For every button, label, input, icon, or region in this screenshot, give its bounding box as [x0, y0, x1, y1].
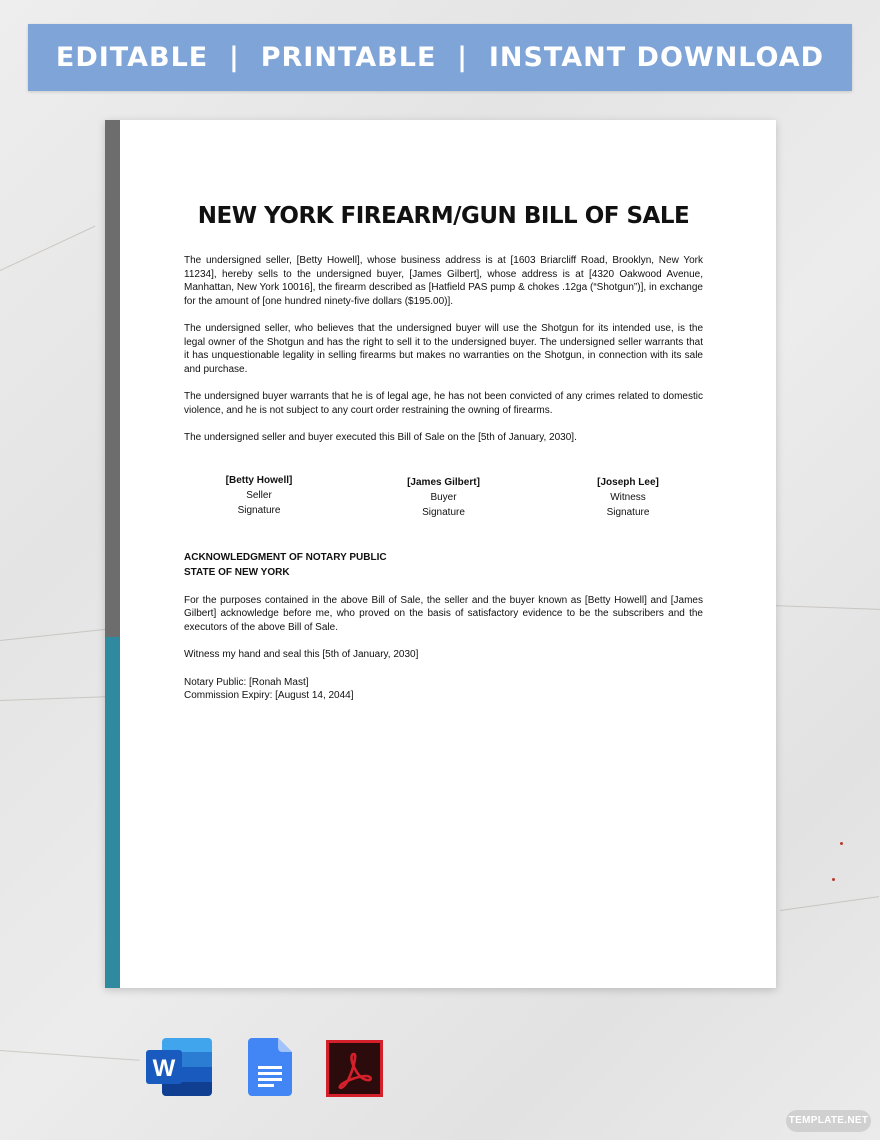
signature-name: [Joseph Lee]	[597, 476, 659, 488]
signature-role: Buyer	[430, 491, 457, 503]
notary-public-name: Notary Public: [Ronah Mast]	[184, 676, 309, 688]
banner-text: EDITABLE | PRINTABLE | INSTANT DOWNLOAD	[55, 42, 825, 73]
notary-heading-title: ACKNOWLEDGMENT OF NOTARY PUBLIC	[184, 551, 387, 563]
notary-paragraph: For the purposes contained in the above Bill of Sale, the seller and the buyer known as [Betty Howell] and [James Gilbert] acknowledge before me, who proved on the basis of satisfactory evidence to be the subscribers and the executors of the above Bill of Sale.	[184, 594, 703, 633]
signature-role: Witness	[610, 491, 646, 503]
notary-heading-state: STATE OF NEW YORK	[184, 566, 290, 578]
paragraph-sale: The undersigned seller, [Betty Howell], whose business address is at [1603 Briarcliff Road, Brooklyn, New York 11234], hereby sells to the undersigned buyer, [James Gilbert], whose address is at [4320 Oakwood Avenue, Manhattan, New York 10016], the firearm described as [Hatfield PAS pump & chokes .12ga (“Shotgun”)], in exchange for the amount of [one hundred ninety-five dollars ($195.00)].	[184, 255, 703, 307]
microsoft-word-icon[interactable]	[146, 1038, 213, 1096]
adobe-pdf-icon[interactable]	[326, 1040, 383, 1097]
signature-line-label: Signature	[606, 506, 650, 518]
paragraph-seller-warranty: The undersigned seller, who believes that the undersigned buyer will use the Shotgun for its intended use, is the legal owner of the Shotgun and has the right to sell it to the undersigned buyer. The undersigned seller warrants that it has unquestionable legality in selling firearms but makes no warranties on the Shotgun, in connection with its sale and purchase.	[184, 323, 703, 375]
promo-banner	[28, 24, 852, 91]
notary-commission-expiry: Commission Expiry: [August 14, 2044]	[184, 690, 354, 701]
side-bar-grey	[105, 120, 120, 637]
paragraph-execution: The undersigned seller and buyer executed this Bill of Sale on the [5th of January, 2030].	[184, 432, 577, 443]
document-title: NEW YORK FIREARM/GUN BILL OF SALE	[197, 203, 690, 229]
google-docs-icon[interactable]	[248, 1038, 292, 1096]
signature-name: [Betty Howell]	[225, 474, 293, 486]
signature-buyer	[369, 475, 519, 520]
signature-witness	[553, 475, 703, 520]
marble-vein	[770, 605, 880, 610]
marble-vein	[0, 696, 120, 701]
template-net-watermark[interactable]: TEMPLATE.NET	[786, 1110, 871, 1132]
signature-line-label: Signature	[237, 504, 281, 516]
format-icons	[0, 1038, 880, 1098]
document-content	[184, 200, 703, 703]
signature-line-label: Signature	[422, 506, 465, 518]
marble-vein	[0, 226, 95, 271]
notary-heading	[184, 550, 703, 580]
signature-role: Seller	[246, 489, 272, 501]
paragraph-buyer-warranty: The undersigned buyer warrants that he is of legal age, he has not been convicted of any crimes related to domestic violence, and he is not subject to any court order restraining the owning of firearms.	[184, 391, 703, 416]
marble-speck	[832, 878, 835, 881]
signature-name: [James Gilbert]	[407, 476, 480, 488]
signature-block	[184, 475, 703, 520]
marble-vein	[780, 896, 879, 911]
signature-seller	[184, 473, 334, 520]
notary-witness: Witness my hand and seal this [5th of January, 2030]	[184, 649, 419, 660]
document-page	[105, 120, 776, 988]
side-bar-teal	[105, 637, 120, 988]
marble-speck	[840, 842, 843, 845]
word-icon-letter: W	[152, 1055, 176, 1082]
